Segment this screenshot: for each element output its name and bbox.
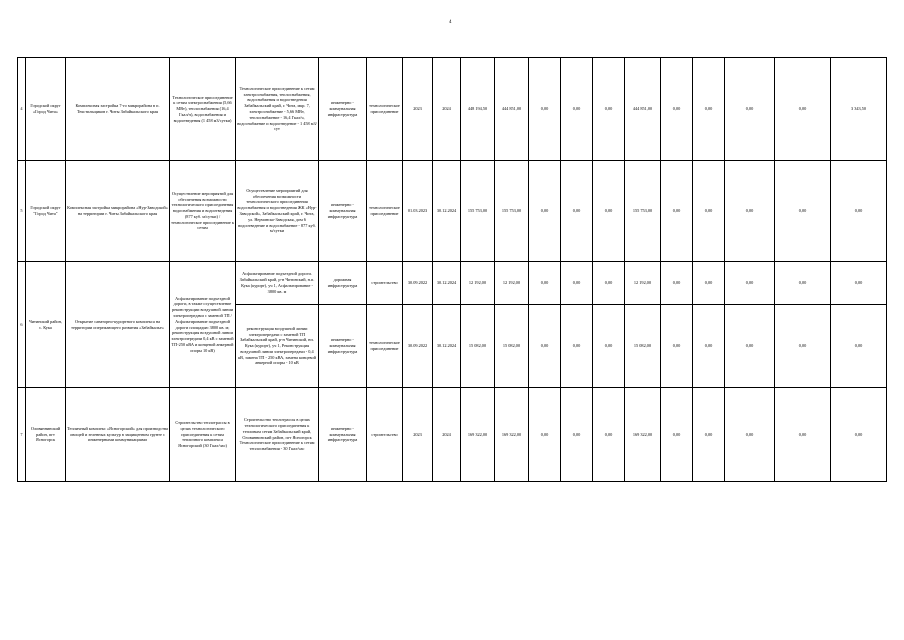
start-date-cell: 2023 bbox=[403, 388, 433, 482]
amount-cell: 0,00 bbox=[661, 388, 693, 482]
amount-cell: 0,00 bbox=[725, 58, 775, 161]
end-date-cell: 2024 bbox=[433, 58, 461, 161]
project-name-cell: Комплексная застройка микрорайона «Нур-Заводской» на территории г. Читы Забайкальского края bbox=[66, 161, 170, 262]
amount-cell: 0,00 bbox=[661, 262, 693, 305]
municipality-cell: Читинский район, с. Кука bbox=[26, 262, 66, 388]
amount-cell: 0,00 bbox=[775, 305, 831, 388]
amount-cell: 0,00 bbox=[725, 161, 775, 262]
amount-cell: 12 192,00 bbox=[625, 262, 661, 305]
amount-cell: 155 753,00 bbox=[461, 161, 495, 262]
description-cell: Технологическое присоединение к сетям электроснабжения, теплоснабжения, водоснабжения и водоотведения Забайкальский край, г. Чита, мкр. 7, электроснабжение - 5,66 МВт, теплоснабжение - 16,4 Гкал/ч, водоснабжение и водоотведение - 1 458 м3/сут bbox=[236, 58, 319, 161]
amount-cell: 0,00 bbox=[693, 305, 725, 388]
amount-cell: 448 194,50 bbox=[461, 58, 495, 161]
table-row bbox=[18, 161, 887, 262]
amount-cell: 0,00 bbox=[561, 388, 593, 482]
amount-cell: 444 851,00 bbox=[495, 58, 529, 161]
work-type-cell: строительство bbox=[367, 388, 403, 482]
amount-cell: 12 192,00 bbox=[461, 262, 495, 305]
work-type-cell: технологическое присоединение bbox=[367, 161, 403, 262]
amount-cell: 0,00 bbox=[693, 262, 725, 305]
amount-cell: 15 082,00 bbox=[495, 305, 529, 388]
amount-cell: 0,00 bbox=[693, 161, 725, 262]
amount-cell: 0,00 bbox=[561, 58, 593, 161]
infrastructure-type-cell: инженерно - коммунальная инфраструктура bbox=[319, 58, 367, 161]
amount-cell: 0,00 bbox=[775, 58, 831, 161]
work-type-cell: технологическое присоединение bbox=[367, 58, 403, 161]
start-date-cell: 01.03.2023 bbox=[403, 161, 433, 262]
amount-cell: 3 343,50 bbox=[831, 58, 887, 161]
municipality-cell: Оловяннинский район, пгт Ясногорск bbox=[26, 388, 66, 482]
end-date-cell: 2024 bbox=[433, 388, 461, 482]
amount-cell: 0,00 bbox=[661, 305, 693, 388]
description-cell: Асфальтирование подъездной дороги. Забайкальский край, р-н Читинский, н.п. Кука (курорт), уч 1, Асфальтирование - 3800 кв. м bbox=[236, 262, 319, 305]
amount-cell: 0,00 bbox=[775, 262, 831, 305]
row-number: 4 bbox=[18, 58, 26, 161]
description-cell: Строительство теплотрассы в целях технологического присоединения к тепловым сетям Забайкальский край, Оловяннинский район, пгт Ясногорск Технологическое присоединение к сетям теплоснабжения - 30 Гкал/час bbox=[236, 388, 319, 482]
amount-cell: 0,00 bbox=[529, 58, 561, 161]
amount-cell: 0,00 bbox=[529, 161, 561, 262]
amount-cell: 0,00 bbox=[593, 58, 625, 161]
page-number: 4 bbox=[449, 20, 452, 25]
start-date-cell: 30.09.2022 bbox=[403, 262, 433, 305]
amount-cell: 15 082,00 bbox=[625, 305, 661, 388]
municipality-cell: Городской округ "Город Чита" bbox=[26, 161, 66, 262]
amount-cell: 0,00 bbox=[561, 161, 593, 262]
amount-cell: 169 322,00 bbox=[625, 388, 661, 482]
project-name-cell: Открытие санаторно-курортного комплекса на территории опережающего развития «Забайкалье» bbox=[66, 262, 170, 388]
measures-cell: Асфальтирование подъездной дороги, в также осуществление реконструкции воздушной линии электропередачи с заменой ТП / Асфальтирование подъездной дороги площадью 3800 кв. м; реконструкция воздушной линии электропередачи 0,4 кВ с заменой ТП-250 кВА и концевой анкерной опоры 10 кВ) bbox=[170, 262, 236, 388]
amount-cell: 0,00 bbox=[725, 305, 775, 388]
amount-cell: 0,00 bbox=[661, 161, 693, 262]
infrastructure-type-cell: инженерно - коммунальная инфраструктура bbox=[319, 305, 367, 388]
table-row bbox=[18, 58, 887, 161]
municipality-cell: Городской округ «Город Чита» bbox=[26, 58, 66, 161]
row-number: 7 bbox=[18, 388, 26, 482]
amount-cell: 0,00 bbox=[775, 388, 831, 482]
start-date-cell: 2023 bbox=[403, 58, 433, 161]
amount-cell: 0,00 bbox=[593, 161, 625, 262]
amount-cell: 0,00 bbox=[593, 262, 625, 305]
amount-cell: 0,00 bbox=[561, 262, 593, 305]
description-cell: Осуществление мероприятий для обеспечения возможности технологического присоединения водоснабжения и водоотведения ЖК «Нур-Заводской», Забайкальский край, г. Чита, ул. Нерчинско-Заводская, дом 6 водоотведение и водоснабжение - 877 куб. м/сутки bbox=[236, 161, 319, 262]
amount-cell: 0,00 bbox=[725, 388, 775, 482]
amount-cell: 0,00 bbox=[831, 262, 887, 305]
amount-cell: 15 082,00 bbox=[461, 305, 495, 388]
measures-cell: Осуществление мероприятий для обеспечения возможности технологического присоединения водоснабжения и водоотведения (877 куб. м/сутки) / технологическое присоединение к сетям bbox=[170, 161, 236, 262]
end-date-cell: 30.12.2024 bbox=[433, 305, 461, 388]
infrastructure-type-cell: дорожная инфраструктура bbox=[319, 262, 367, 305]
amount-cell: 0,00 bbox=[529, 262, 561, 305]
infrastructure-type-cell: инженерно - коммунальная инфраструктура bbox=[319, 161, 367, 262]
amount-cell: 0,00 bbox=[593, 388, 625, 482]
amount-cell: 0,00 bbox=[725, 262, 775, 305]
amount-cell: 0,00 bbox=[529, 305, 561, 388]
project-name-cell: Комплексная застройка 7-го микрорайона в п. Текстильщиков г. Читы Забайкальского края bbox=[66, 58, 170, 161]
amount-cell: 0,00 bbox=[831, 161, 887, 262]
work-type-cell: технологическое присоединение bbox=[367, 305, 403, 388]
amount-cell: 0,00 bbox=[693, 388, 725, 482]
investment-projects-table bbox=[17, 57, 887, 482]
amount-cell: 155 753,00 bbox=[625, 161, 661, 262]
amount-cell: 0,00 bbox=[775, 161, 831, 262]
start-date-cell: 30.09.2022 bbox=[403, 305, 433, 388]
row-number: 5 bbox=[18, 161, 26, 262]
amount-cell: 0,00 bbox=[831, 388, 887, 482]
table-row bbox=[18, 262, 887, 305]
table-row bbox=[18, 388, 887, 482]
measures-cell: Технологическое присоединение к сетям электроснабжения (5,66 МВт), теплоснабжения (16,4 Гкал/ч), водоснабжения и водоотведения (1 458 м3/сутки) bbox=[170, 58, 236, 161]
amount-cell: 444 851,00 bbox=[625, 58, 661, 161]
end-date-cell: 30.12.2024 bbox=[433, 161, 461, 262]
work-type-cell: строительство bbox=[367, 262, 403, 305]
amount-cell: 12 192,00 bbox=[495, 262, 529, 305]
amount-cell: 155 753,00 bbox=[495, 161, 529, 262]
amount-cell: 0,00 bbox=[661, 58, 693, 161]
measures-cell: Строительство теплотрассы в целях технологического присоединения к сетям тепличного комплекса Ясногорский (30 Гкал/час) bbox=[170, 388, 236, 482]
amount-cell: 0,00 bbox=[831, 305, 887, 388]
project-name-cell: Тепличный комплекс «Ясногорский» для производства овощей и зеленных культур в защищенном грунте с инженерными коммуникациями bbox=[66, 388, 170, 482]
end-date-cell: 30.12.2024 bbox=[433, 262, 461, 305]
amount-cell: 0,00 bbox=[561, 305, 593, 388]
amount-cell: 0,00 bbox=[693, 58, 725, 161]
row-number: 6 bbox=[18, 262, 26, 388]
description-cell: реконструкция воздушной линии электропередачи с заменой ТП Забайкальский край, р-н Читинский, нп. Кука (курорт), уч 1, Реконструкция воздушной линии электропередачи - 0,4 кВ, замена ТП - 250 кВА, замена концевой анкерной опоры - 10 кВ bbox=[236, 305, 319, 388]
amount-cell: 0,00 bbox=[529, 388, 561, 482]
amount-cell: 169 322,00 bbox=[461, 388, 495, 482]
amount-cell: 0,00 bbox=[593, 305, 625, 388]
amount-cell: 169 322,00 bbox=[495, 388, 529, 482]
infrastructure-type-cell: инженерно - коммунальная инфраструктура bbox=[319, 388, 367, 482]
